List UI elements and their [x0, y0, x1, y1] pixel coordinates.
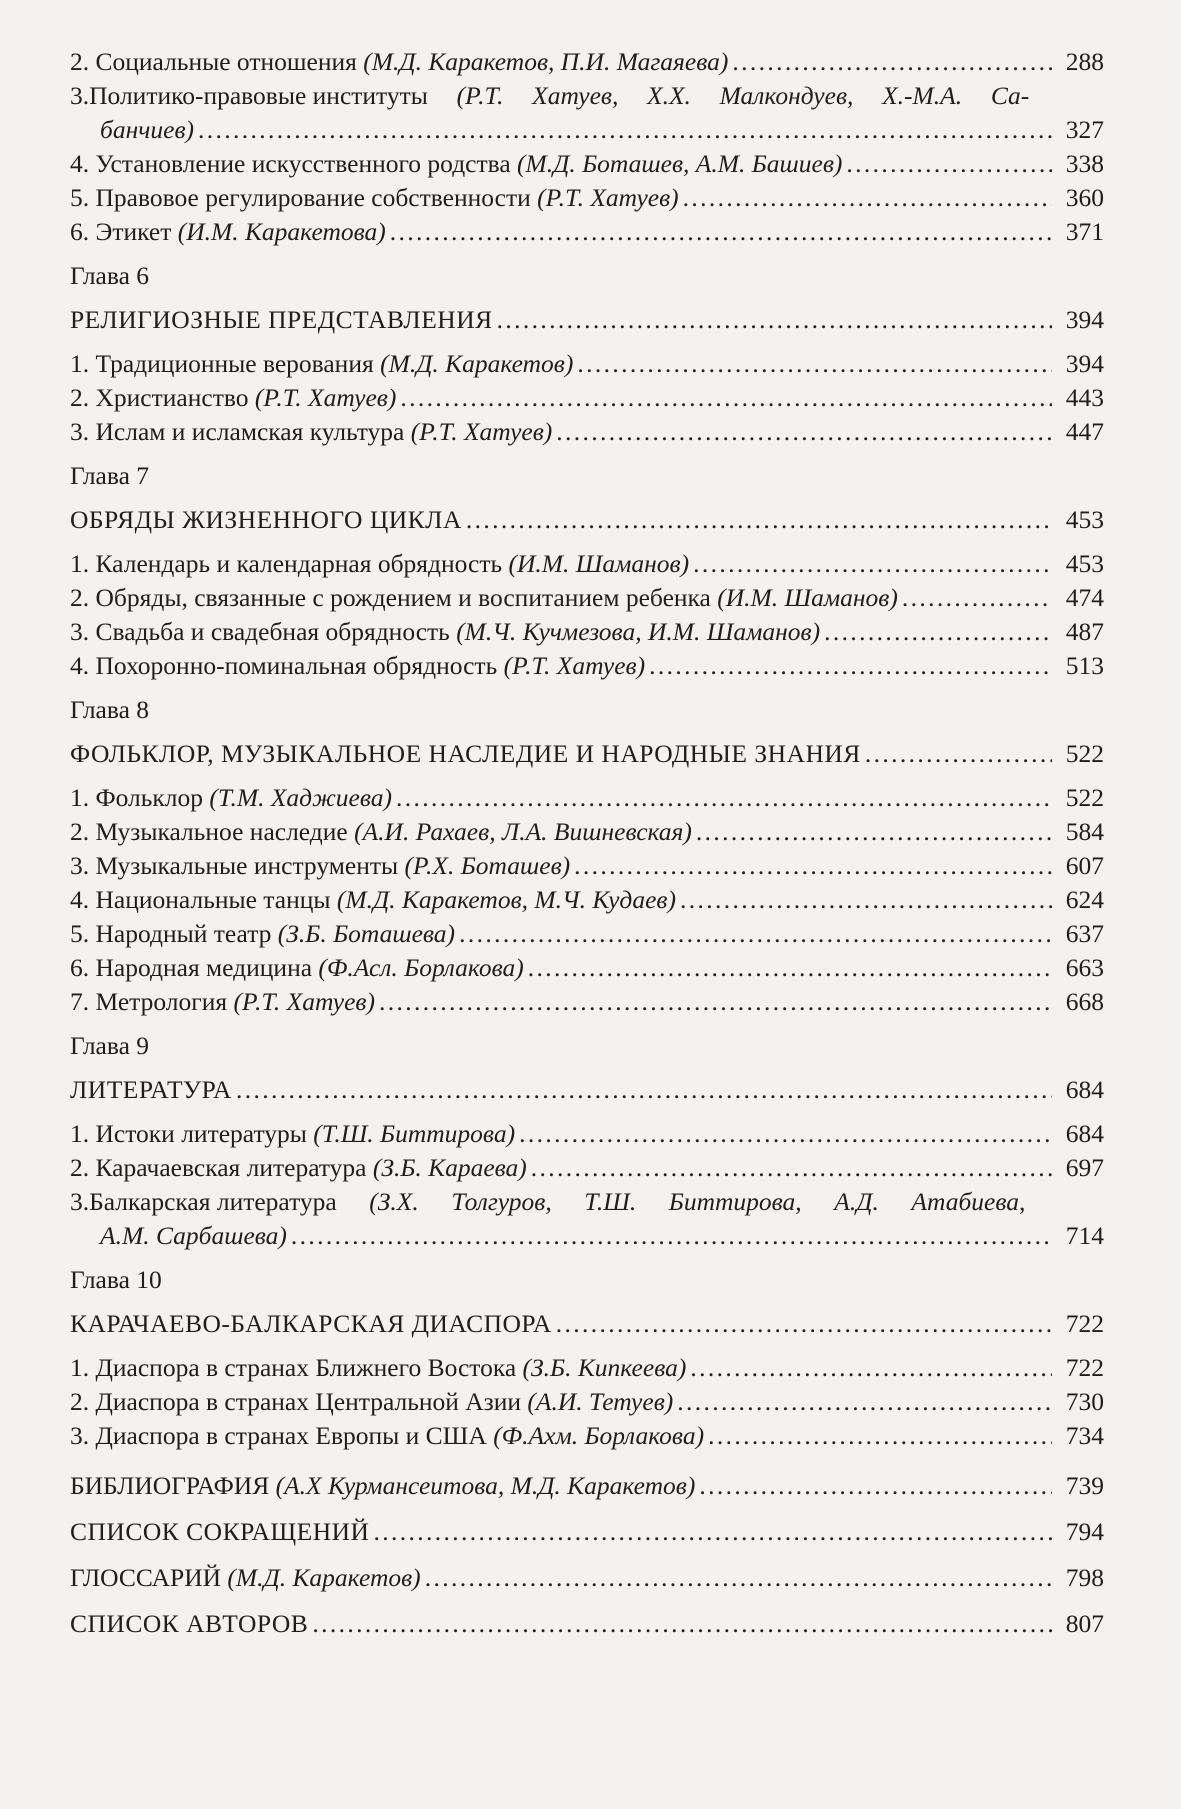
page-number: 607: [1065, 851, 1104, 880]
toc-entry[interactable]: 1. Истоки литературы (Т.Ш. Биттирова) . . . 684: [70, 1117, 1104, 1151]
dot-leader: [396, 781, 1052, 815]
chapter-title-entry[interactable]: РЕЛИГИОЗНЫЕ ПРЕДСТАВЛЕНИЯ . . . 394: [70, 303, 1104, 337]
page-number: 394: [1065, 349, 1104, 378]
dot-leader: [732, 45, 1052, 79]
page-number: 794: [1065, 1517, 1104, 1546]
dot-leader: [824, 615, 1052, 649]
page-number: 714: [1065, 1221, 1104, 1250]
dot-leader: [696, 815, 1052, 849]
dot-leader: [846, 147, 1052, 181]
dot-leader: [379, 985, 1052, 1019]
page-number: 668: [1065, 987, 1104, 1016]
entry-authors: (М.Д. Каракетов, П.И. Магаяева): [363, 47, 729, 76]
page-number: 722: [1065, 1353, 1104, 1382]
page-number: 487: [1065, 617, 1104, 646]
toc-entry[interactable]: 1. Диаспора в странах Ближнего Востока (З.Б. Кипкеева) . . . 722: [70, 1351, 1104, 1385]
table-of-contents: [70, 45, 1104, 1641]
chapter-label: Глава 8: [70, 695, 150, 724]
page-number: 739: [1065, 1471, 1104, 1500]
dot-leader: [425, 1561, 1052, 1595]
dot-leader: [690, 1351, 1052, 1385]
dot-leader: [902, 581, 1052, 615]
toc-entry[interactable]: 2. Музыкальное наследие (А.И. Рахаев, Л.А. Вишневская) . . . 584: [70, 815, 1104, 849]
toc-entry[interactable]: 3. Диаспора в странах Европы и США (Ф.Ахм. Борлакова) . . . 734: [70, 1419, 1104, 1453]
dot-leader: [556, 415, 1052, 449]
toc-entry[interactable]: 5. Правовое регулирование собственности (Р.Т. Хатуев) . . . 360: [70, 181, 1104, 215]
back-matter-glossary[interactable]: ГЛОССАРИЙ (М.Д. Каракетов) . . . 798: [70, 1561, 1104, 1595]
back-matter-bibliography[interactable]: БИБЛИОГРАФИЯ (А.Х Курмансеитова, М.Д. Каракетов) . . . 739: [70, 1469, 1104, 1503]
dot-leader: [497, 303, 1052, 337]
toc-entry[interactable]: 2. Обряды, связанные с рождением и воспитанием ребенка (И.М. Шаманов) . . . 474: [70, 581, 1104, 615]
page-number: 697: [1065, 1153, 1104, 1182]
chapter-title-entry[interactable]: КАРАЧАЕВО-БАЛКАРСКАЯ ДИАСПОРА . . . 722: [70, 1307, 1104, 1341]
toc-entry[interactable]: 4. Похоронно-поминальная обрядность (Р.Т. Хатуев) . . . 513: [70, 649, 1104, 683]
dot-leader: [236, 1073, 1052, 1107]
toc-entry[interactable]: 6. Народная медицина (Ф.Асл. Борлакова) . . . 663: [70, 951, 1104, 985]
dot-leader: [373, 1515, 1052, 1549]
page-number: 371: [1065, 217, 1104, 246]
page-number: 453: [1065, 549, 1104, 578]
page-number: 684: [1065, 1075, 1104, 1104]
toc-entry[interactable]: 4. Национальные танцы (М.Д. Каракетов, М.Ч. Кудаев) . . . 624: [70, 883, 1104, 917]
toc-entry-continuation[interactable]: А.М. Сарбашева) . . . 714: [70, 1219, 1104, 1253]
dot-leader: [291, 1219, 1052, 1253]
dot-leader: [531, 1151, 1052, 1185]
toc-entry[interactable]: 1. Календарь и календарная обрядность (И.М. Шаманов) . . . 453: [70, 547, 1104, 581]
toc-entry[interactable]: 3.Политико-правовые институты (Р.Т. Хатуев, Х.Х. Малкондуев, Х.-М.А. Са-: [70, 81, 1030, 110]
page-number: 624: [1065, 885, 1104, 914]
dot-leader: [649, 649, 1052, 683]
chapter-label: Глава 6: [70, 261, 150, 290]
dot-leader: [708, 1419, 1052, 1453]
page-number: 798: [1065, 1563, 1104, 1592]
page-number: 734: [1065, 1421, 1104, 1450]
toc-entry[interactable]: 5. Народный театр (З.Б. Боташева) . . . 637: [70, 917, 1104, 951]
toc-entry[interactable]: 3.Балкарская литература (З.Х. Толгуров, Т.Ш. Биттирова, А.Д. Атабиева,: [70, 1187, 1026, 1216]
toc-entry[interactable]: 2. Диаспора в странах Центральной Азии (А.И. Тетуев) . . . 730: [70, 1385, 1104, 1419]
chapter-label: Глава 10: [70, 1265, 162, 1294]
toc-entry[interactable]: 2. Социальные отношения (М.Д. Каракетов, П.И. Магаяева) . . . 288: [70, 45, 1104, 79]
dot-leader: [693, 547, 1052, 581]
toc-entry-continuation[interactable]: банчиев) . . . 327: [70, 113, 1104, 147]
chapter-title-entry[interactable]: ЛИТЕРАТУРА . . . 684: [70, 1073, 1104, 1107]
dot-leader: [556, 1307, 1052, 1341]
page-number: 288: [1065, 47, 1104, 76]
dot-leader: [400, 381, 1052, 415]
page-number: 453: [1065, 505, 1104, 534]
back-matter-abbreviations[interactable]: СПИСОК СОКРАЩЕНИЙ . . . 794: [70, 1515, 1104, 1549]
back-matter-authors-list[interactable]: СПИСОК АВТОРОВ . . . 807: [70, 1607, 1104, 1641]
toc-entry[interactable]: 3. Свадьба и свадебная обрядность (М.Ч. Кучмезова, И.М. Шаманов) . . . 487: [70, 615, 1104, 649]
dot-leader: [459, 917, 1052, 951]
dot-leader: [466, 503, 1052, 537]
page-number: 522: [1065, 783, 1104, 812]
dot-leader: [574, 849, 1052, 883]
toc-entry[interactable]: 2. Карачаевская литература (З.Б. Караева) . . . 697: [70, 1151, 1104, 1185]
page-number: 513: [1065, 651, 1104, 680]
dot-leader: [677, 1385, 1052, 1419]
toc-entry[interactable]: 3. Музыкальные инструменты (Р.Х. Боташев) . . . 607: [70, 849, 1104, 883]
dot-leader: [390, 215, 1052, 249]
page-number: 584: [1065, 817, 1104, 846]
page-number: 447: [1065, 417, 1104, 446]
page-number: 722: [1065, 1309, 1104, 1338]
page-number: 443: [1065, 383, 1104, 412]
page-number: 474: [1065, 583, 1104, 612]
page-number: 338: [1065, 149, 1104, 178]
page-number: 360: [1065, 183, 1104, 212]
page-number: 637: [1065, 919, 1104, 948]
toc-entry[interactable]: 3. Ислам и исламская культура (Р.Т. Хатуев) . . . 447: [70, 415, 1104, 449]
chapter-title-entry[interactable]: ФОЛЬКЛОР, МУЗЫКАЛЬНОЕ НАСЛЕДИЕ И НАРОДНЫЕ ЗНАНИЯ . . . 522: [70, 737, 1104, 771]
page-number: 807: [1065, 1609, 1104, 1638]
toc-entry[interactable]: 1. Фольклор (Т.М. Хаджиева) . . . 522: [70, 781, 1104, 815]
dot-leader: [699, 1469, 1052, 1503]
chapter-title-entry[interactable]: ОБРЯДЫ ЖИЗНЕННОГО ЦИКЛА . . . 453: [70, 503, 1104, 537]
toc-entry[interactable]: 4. Установление искусственного родства (М.Д. Боташев, А.М. Башиев) . . . 338: [70, 147, 1104, 181]
page-number: 327: [1065, 115, 1104, 144]
dot-leader: [312, 1607, 1052, 1641]
toc-entry[interactable]: 6. Этикет (И.М. Каракетова) . . . 371: [70, 215, 1104, 249]
dot-leader: [577, 347, 1052, 381]
page-number: 394: [1065, 305, 1104, 334]
page-number: 730: [1065, 1387, 1104, 1416]
dot-leader: [680, 883, 1052, 917]
page-number: 663: [1065, 953, 1104, 982]
page-number: 684: [1065, 1119, 1104, 1148]
dot-leader: [865, 737, 1052, 771]
dot-leader: [519, 1117, 1052, 1151]
page-number: 522: [1065, 739, 1104, 768]
dot-leader: [683, 181, 1052, 215]
chapter-label: Глава 7: [70, 461, 150, 490]
chapter-label: Глава 9: [70, 1031, 150, 1060]
toc-entry[interactable]: 1. Традиционные верования (М.Д. Каракетов) . . . 394: [70, 347, 1104, 381]
toc-entry[interactable]: 2. Христианство (Р.Т. Хатуев) . . . 443: [70, 381, 1104, 415]
toc-entry[interactable]: 7. Метрология (Р.Т. Хатуев) . . . 668: [70, 985, 1104, 1019]
dot-leader: [528, 951, 1052, 985]
dot-leader: [198, 113, 1052, 147]
